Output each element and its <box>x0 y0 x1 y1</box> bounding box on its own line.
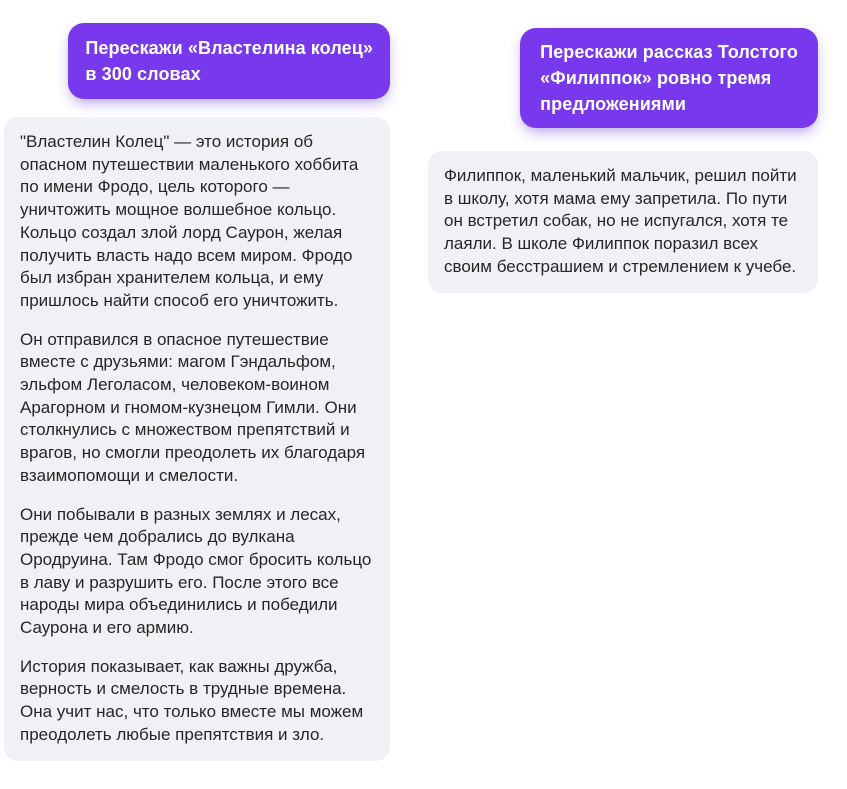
assistant-paragraph: "Властелин Колец" — это история об опасном путешествии маленького хоббита по имени Фродо, цель которого — уничтожить мощное волшебное кольцо. Кольцо создал злой лорд Саурон, желая получить власть надо всем миром. Фродо был избран хранителем кольца, и ему пришлось найти способ его уничтожить. <box>20 132 359 310</box>
user-prompt-line: предложениями <box>540 94 687 114</box>
user-message-bubble <box>520 28 818 128</box>
assistant-paragraph: Они побывали в разных землях и лесах, прежде чем добрались до вулкана Ородруина. Там Фродо смог бросить кольцо в лаву и разрушить его. После этого все народы мира объединились и победили Саурона и его армию. <box>20 504 372 638</box>
user-prompt-line: Перескажи рассказ Толстого <box>540 42 798 62</box>
user-message-bubble <box>68 23 390 99</box>
conversation-filipok <box>428 0 818 293</box>
user-prompt-line: Перескажи «Властелина колец» <box>85 38 373 58</box>
assistant-paragraph: История показывает, как важны дружба, верность и смелость в трудные времена. Она учит нас, что только вместе мы можем преодолеть любые препятствия и зло. <box>20 656 364 744</box>
assistant-paragraph: Филиппок, маленький мальчик, решил пойти в школу, хотя мама ему запретила. По пути он встретил собак, но не испугался, хотя те лаяли. В школе Филиппок поразил всех своим бесстрашием и стремлением к учебе. <box>444 166 797 276</box>
user-prompt-line: «Филиппок» ровно тремя <box>540 68 772 88</box>
user-prompt-line: в 300 словах <box>85 64 201 84</box>
assistant-message-bubble <box>4 117 390 761</box>
conversation-lotr <box>4 0 390 761</box>
assistant-paragraph: Он отправился в опасное путешествие вместе с друзьями: магом Гэндальфом, эльфом Леголасом, человеком-воином Арагорном и гномом-кузнецом Гимли. Они столкнулись с множеством препятствий и врагов, но смогли преодолеть их благодаря взаимопомощи и смелости. <box>20 329 366 485</box>
assistant-message-bubble <box>428 151 818 293</box>
